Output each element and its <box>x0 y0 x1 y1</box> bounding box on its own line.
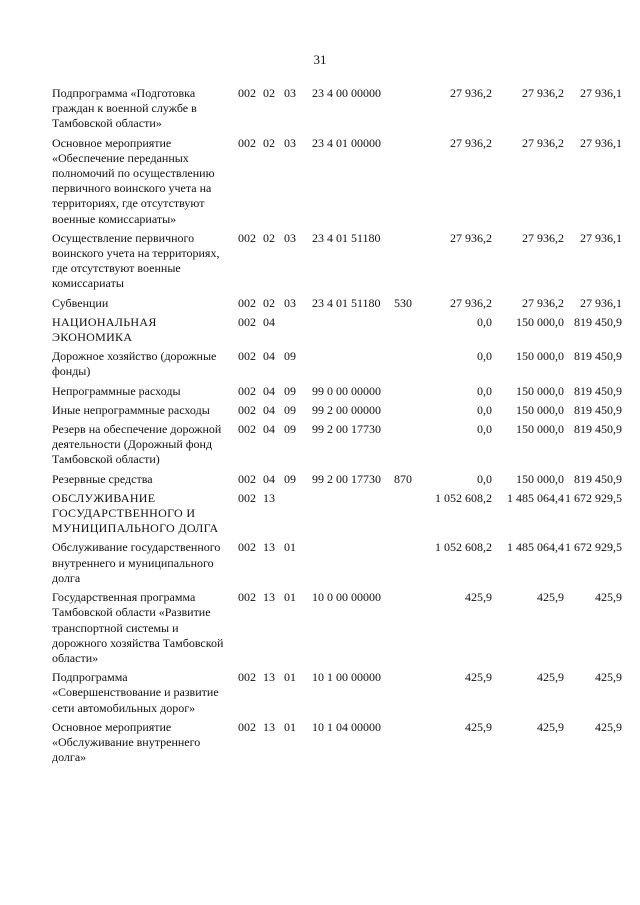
row-name: Обслуживание государственного внутреннего и муниципального долга <box>52 540 221 585</box>
row-amount-1: 27 936,2 <box>450 135 492 150</box>
row-vd-code: 002 <box>238 402 256 417</box>
row-vr-code <box>394 384 420 403</box>
row-name: НАЦИОНАЛЬНАЯ ЭКОНОМИКА <box>52 314 157 345</box>
row-vd-code: 002 <box>238 540 256 555</box>
row-amount-1: 1 052 608,2 <box>435 540 492 555</box>
row-amount-3: 819 450,9 <box>574 422 622 437</box>
row-vd-code: 002 <box>238 135 256 150</box>
table-row <box>52 472 622 491</box>
row-rz-code: 13 <box>263 670 275 685</box>
row-vr-code <box>394 86 420 136</box>
row-pr-code <box>281 315 306 349</box>
row-amount-2: 27 936,2 <box>522 135 564 150</box>
page-number: 31 <box>313 52 327 67</box>
row-rz-code: 13 <box>263 590 275 605</box>
row-amount-2: 27 936,2 <box>522 295 564 310</box>
row-pr-code: 03 <box>284 135 296 150</box>
row-amount-3: 425,9 <box>595 670 622 685</box>
row-vr-code <box>394 540 420 590</box>
row-pr-code: 01 <box>284 719 296 734</box>
row-name: Резерв на обеспечение дорожной деятельности (Дорожный фонд Тамбовской области) <box>52 422 222 467</box>
row-amount-2: 1 485 064,4 <box>507 540 564 555</box>
row-amount-2: 1 485 064,4 <box>507 490 564 505</box>
row-rz-code: 04 <box>263 471 275 486</box>
row-amount-3: 27 936,1 <box>580 86 622 100</box>
row-pr-code <box>281 491 306 541</box>
row-csr-code: 23 4 01 00000 <box>312 135 381 150</box>
row-vr-code <box>394 720 420 770</box>
row-amount-2: 150 000,0 <box>516 314 564 329</box>
table-row <box>52 231 622 296</box>
table-row <box>52 720 622 770</box>
row-name: Резервные средства <box>52 471 153 486</box>
table-row <box>52 670 622 720</box>
row-amount-1: 0,0 <box>477 402 492 417</box>
row-csr-code <box>306 540 394 590</box>
row-vr-code <box>394 231 420 296</box>
row-amount-3: 819 450,9 <box>574 314 622 329</box>
row-vr-code <box>394 422 420 472</box>
row-amount-2: 425,9 <box>537 719 564 734</box>
row-amount-1: 0,0 <box>477 383 492 398</box>
row-csr-code: 23 4 00 00000 <box>312 86 381 100</box>
row-vr-code: 870 <box>394 471 412 486</box>
row-csr-code: 99 2 00 17730 <box>312 471 381 486</box>
row-rz-code: 04 <box>263 314 275 329</box>
table-row <box>52 540 622 590</box>
row-rz-code: 04 <box>263 383 275 398</box>
row-amount-3: 819 450,9 <box>574 383 622 398</box>
row-csr-code: 10 1 00 00000 <box>312 670 381 685</box>
row-name: Государственная программа Тамбовской области «Развитие транспортной системы и дорожного хозяйства Тамбовской области» <box>52 590 224 665</box>
table-row <box>52 590 622 670</box>
row-pr-code: 09 <box>284 349 296 364</box>
row-rz-code: 02 <box>263 135 275 150</box>
row-pr-code: 09 <box>284 402 296 417</box>
row-amount-3: 1 672 929,5 <box>565 540 622 555</box>
row-amount-1: 1 052 608,2 <box>435 490 492 505</box>
table-row <box>52 422 622 472</box>
table-row <box>52 491 622 541</box>
row-vr-code <box>394 670 420 720</box>
row-amount-1: 425,9 <box>465 719 492 734</box>
row-csr-code: 10 0 00 00000 <box>312 590 381 605</box>
table-row <box>52 296 622 315</box>
row-name: Иные непрограммные расходы <box>52 402 210 417</box>
row-amount-2: 150 000,0 <box>516 383 564 398</box>
row-rz-code: 04 <box>263 422 275 437</box>
row-vr-code <box>394 136 420 231</box>
row-csr-code: 10 1 04 00000 <box>312 719 381 734</box>
budget-table <box>52 86 622 769</box>
row-vr-code <box>394 403 420 422</box>
row-csr-code: 99 0 00 00000 <box>312 383 381 398</box>
row-amount-2: 150 000,0 <box>516 422 564 437</box>
row-csr-code: 23 4 01 51180 <box>312 295 381 310</box>
row-vd-code: 002 <box>238 295 256 310</box>
row-amount-1: 0,0 <box>477 349 492 364</box>
row-amount-1: 0,0 <box>477 422 492 437</box>
row-rz-code: 13 <box>263 490 275 505</box>
row-amount-2: 27 936,2 <box>522 230 564 245</box>
row-amount-2: 150 000,0 <box>516 471 564 486</box>
row-name: Непрограммные расходы <box>52 383 181 398</box>
table-row <box>52 315 622 349</box>
table-row <box>52 136 622 231</box>
row-csr-code: 99 2 00 00000 <box>312 402 381 417</box>
row-vd-code: 002 <box>238 383 256 398</box>
row-name: Дорожное хозяйство (дорожные фонды) <box>52 349 217 379</box>
row-vr-code <box>394 491 420 541</box>
table-row <box>52 403 622 422</box>
row-amount-3: 27 936,1 <box>580 230 622 245</box>
row-rz-code: 04 <box>263 402 275 417</box>
row-vd-code: 002 <box>238 490 256 505</box>
table-body <box>52 86 622 769</box>
row-name: Подпрограмма «Подготовка граждан к военной службе в Тамбовской области» <box>52 86 197 131</box>
row-name: Основное мероприятие «Обслуживание внутреннего долга» <box>52 719 201 765</box>
row-amount-3: 425,9 <box>595 719 622 734</box>
row-amount-2: 425,9 <box>537 670 564 685</box>
row-vd-code: 002 <box>238 719 256 734</box>
row-name: ОБСЛУЖИВАНИЕ ГОСУДАРСТВЕННОГО И МУНИЦИПАЛЬНОГО ДОЛГА <box>52 490 219 536</box>
row-vr-code: 530 <box>394 295 412 310</box>
row-amount-2: 150 000,0 <box>516 349 564 364</box>
row-amount-1: 27 936,2 <box>450 295 492 310</box>
row-amount-2: 27 936,2 <box>522 86 564 100</box>
row-amount-3: 27 936,1 <box>580 295 622 310</box>
row-pr-code: 03 <box>284 86 296 100</box>
row-vd-code: 002 <box>238 86 256 100</box>
row-name: Осуществление первичного воинского учета на территориях, где отсутствуют военные комиссариаты <box>52 230 220 291</box>
row-vr-code <box>394 349 420 383</box>
row-rz-code: 02 <box>263 230 275 245</box>
row-name: Основное мероприятие «Обеспечение переданных полномочий по осуществлению первичного воинского учета на территориях, где отсутствуют военные комиссариаты» <box>52 135 215 226</box>
table-row <box>52 384 622 403</box>
row-amount-3: 425,9 <box>595 590 622 605</box>
row-vd-code: 002 <box>238 670 256 685</box>
row-pr-code: 01 <box>284 590 296 605</box>
row-csr-code: 99 2 00 17730 <box>312 422 381 437</box>
row-rz-code: 04 <box>263 349 275 364</box>
row-amount-1: 425,9 <box>465 590 492 605</box>
row-vr-code <box>394 590 420 670</box>
row-pr-code: 09 <box>284 471 296 486</box>
row-vd-code: 002 <box>238 590 256 605</box>
row-amount-2: 150 000,0 <box>516 402 564 417</box>
row-csr-code <box>306 315 394 349</box>
row-amount-1: 27 936,2 <box>450 230 492 245</box>
row-vd-code: 002 <box>238 422 256 437</box>
row-rz-code: 02 <box>263 86 275 100</box>
row-pr-code: 09 <box>284 422 296 437</box>
row-rz-code: 13 <box>263 719 275 734</box>
row-rz-code: 13 <box>263 540 275 555</box>
row-pr-code: 03 <box>284 295 296 310</box>
row-amount-1: 0,0 <box>477 314 492 329</box>
row-amount-3: 27 936,1 <box>580 135 622 150</box>
row-amount-1: 27 936,2 <box>450 86 492 100</box>
row-amount-1: 425,9 <box>465 670 492 685</box>
row-rz-code: 02 <box>263 295 275 310</box>
row-name: Подпрограмма «Совершенствование и развитие сети автомобильных дорог» <box>52 670 219 715</box>
row-amount-3: 819 450,9 <box>574 349 622 364</box>
row-vd-code: 002 <box>238 471 256 486</box>
row-vd-code: 002 <box>238 314 256 329</box>
row-name: Субвенции <box>52 295 109 310</box>
row-amount-3: 1 672 929,5 <box>565 490 622 505</box>
row-csr-code: 23 4 01 51180 <box>312 230 381 245</box>
row-amount-2: 425,9 <box>537 590 564 605</box>
row-pr-code: 03 <box>284 230 296 245</box>
row-pr-code: 01 <box>284 540 296 555</box>
row-vd-code: 002 <box>238 349 256 364</box>
table-row <box>52 349 622 383</box>
row-pr-code: 01 <box>284 670 296 685</box>
row-csr-code <box>306 349 394 383</box>
row-amount-3: 819 450,9 <box>574 402 622 417</box>
row-amount-3: 819 450,9 <box>574 471 622 486</box>
row-vr-code <box>394 315 420 349</box>
row-pr-code: 09 <box>284 383 296 398</box>
row-vd-code: 002 <box>238 230 256 245</box>
table-row <box>52 86 622 136</box>
row-csr-code <box>306 491 394 541</box>
row-amount-1: 0,0 <box>477 471 492 486</box>
